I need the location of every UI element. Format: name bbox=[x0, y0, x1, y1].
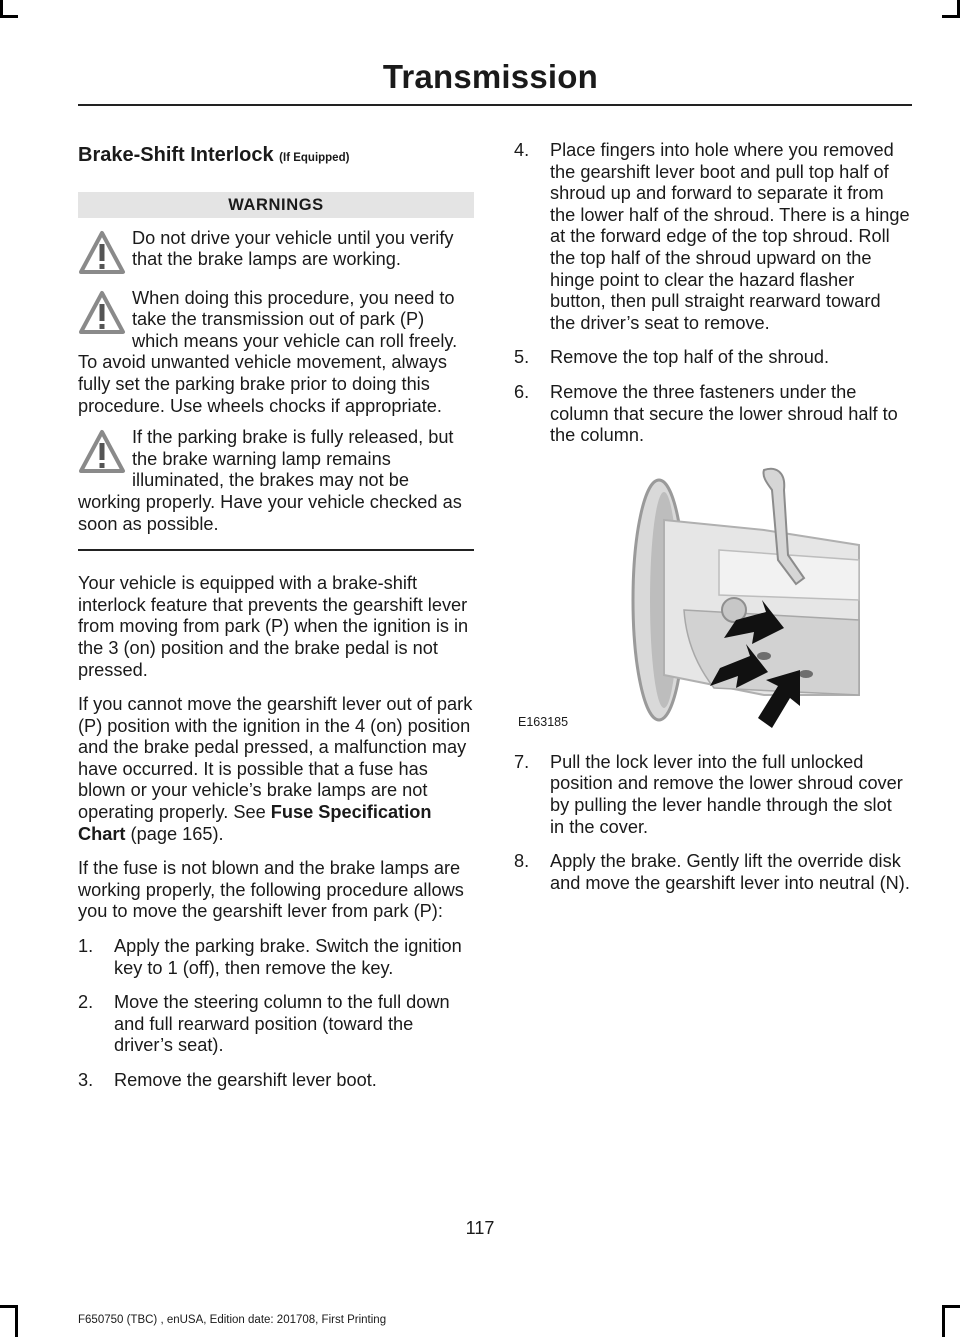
step-text: Place fingers into hole where you removed the gearshift lever boot and pull top half of shroud up and forward to separate it from the lower half of the shroud. There is a hinge at the forward edge of the top shroud. Roll the top half of the shroud upward on the hinge point to clear the hazard flasher button, then pull straight rearward toward the driver’s seat to remove. bbox=[550, 140, 910, 333]
warning-triangle-icon bbox=[78, 230, 126, 276]
crop-mark bbox=[0, 15, 18, 18]
warning-text: Do not drive your vehicle until you verify that the brake lamps are working. bbox=[132, 227, 454, 270]
step-text: Move the steering column to the full down and full rearward position (toward the driver’s seat). bbox=[114, 992, 450, 1056]
page-number: 117 bbox=[465, 1218, 495, 1238]
steering-column-illustration bbox=[514, 460, 910, 734]
header-divider bbox=[78, 104, 912, 106]
footer-edition: F650750 (TBC) , enUSA, Edition date: 201708, First Printing bbox=[78, 1314, 387, 1326]
body-paragraph: Your vehicle is equipped with a brake-shift interlock feature that prevents the gearshift lever from moving from park (P) when the ignition is in the 3 (on) position and the brake pedal is not pressed. bbox=[78, 573, 469, 680]
warning-text: If the parking brake is fully released, but the brake warning lamp remains illuminated, the brakes may not be working properly. Have your vehicle checked as soon as possible. bbox=[78, 427, 462, 534]
step-item bbox=[514, 382, 910, 447]
warning-text: When doing this procedure, you need to take the transmission out of park (P) which means your vehicle can roll freely. To avoid unwanted vehicle movement, always fully set the parking brake prior to doing this procedure. Use wheels chocks if appropriate. bbox=[78, 287, 458, 416]
page-reference: (page 165). bbox=[125, 823, 224, 844]
crop-mark bbox=[942, 1305, 945, 1337]
step-item bbox=[78, 936, 474, 979]
warning-item bbox=[78, 228, 474, 278]
warning-item bbox=[78, 288, 474, 418]
steering-column-figure bbox=[514, 460, 910, 734]
step-number: 1. bbox=[78, 936, 94, 957]
procedure-steps bbox=[78, 936, 474, 1092]
warning-triangle-icon bbox=[78, 290, 126, 336]
section-qualifier: (If Equipped) bbox=[279, 152, 350, 164]
left-column bbox=[78, 140, 474, 1105]
fuse-chart-link[interactable]: Fuse Specification Chart bbox=[78, 802, 432, 844]
crop-mark bbox=[15, 1305, 18, 1337]
right-column bbox=[514, 140, 910, 907]
step-item bbox=[78, 992, 474, 1057]
body-paragraph bbox=[78, 694, 474, 845]
figure-id: E163185 bbox=[518, 715, 569, 730]
warning-triangle-icon bbox=[78, 429, 126, 475]
step-text: Remove the top half of the shroud. bbox=[550, 347, 830, 368]
step-text: Apply the parking brake. Switch the ignition key to 1 (off), then remove the key. bbox=[114, 936, 462, 978]
crop-mark bbox=[942, 15, 960, 18]
section-title bbox=[78, 145, 474, 170]
step-item bbox=[514, 347, 910, 369]
body-paragraph: If the fuse is not blown and the brake lamps are working properly, the following procedure allows you to move the gearshift lever from park (P): bbox=[78, 858, 464, 922]
procedure-steps bbox=[514, 140, 910, 447]
warnings-heading: WARNINGS bbox=[78, 192, 474, 218]
step-text: Pull the lock lever into the full unlocked position and remove the lower shroud cover by pulling the lever handle through the slot in the cover. bbox=[550, 751, 903, 837]
step-number: 2. bbox=[78, 992, 94, 1013]
body-text: If you cannot move the gearshift lever out of park (P) position with the ignition in the 4 (on) position and the brake pedal pressed, a malfunction may have occurred. It is possible that a fuse has blown or your vehicle’s brake lamps are not operating properly. See bbox=[78, 694, 473, 823]
step-number: 8. bbox=[514, 851, 530, 872]
step-number: 4. bbox=[514, 140, 530, 160]
page-header-title: Transmission bbox=[382, 58, 598, 95]
step-text: Apply the brake. Gently lift the override disk and move the gearshift lever into neutral (N). bbox=[550, 851, 910, 893]
step-item bbox=[514, 752, 910, 838]
step-item bbox=[514, 851, 910, 894]
step-item bbox=[78, 1070, 474, 1092]
step-number: 5. bbox=[514, 347, 530, 368]
warning-item bbox=[78, 427, 474, 535]
step-text: Remove the gearshift lever boot. bbox=[114, 1070, 377, 1090]
step-number: 3. bbox=[78, 1070, 94, 1090]
warnings-divider bbox=[78, 549, 474, 551]
step-text: Remove the three fasteners under the column that secure the lower shroud half to the column. bbox=[550, 381, 898, 446]
step-number: 6. bbox=[514, 381, 530, 402]
section-title-text: Brake-Shift Interlock bbox=[78, 144, 274, 166]
step-number: 7. bbox=[514, 751, 530, 772]
procedure-steps bbox=[514, 752, 910, 895]
step-item bbox=[514, 140, 910, 334]
